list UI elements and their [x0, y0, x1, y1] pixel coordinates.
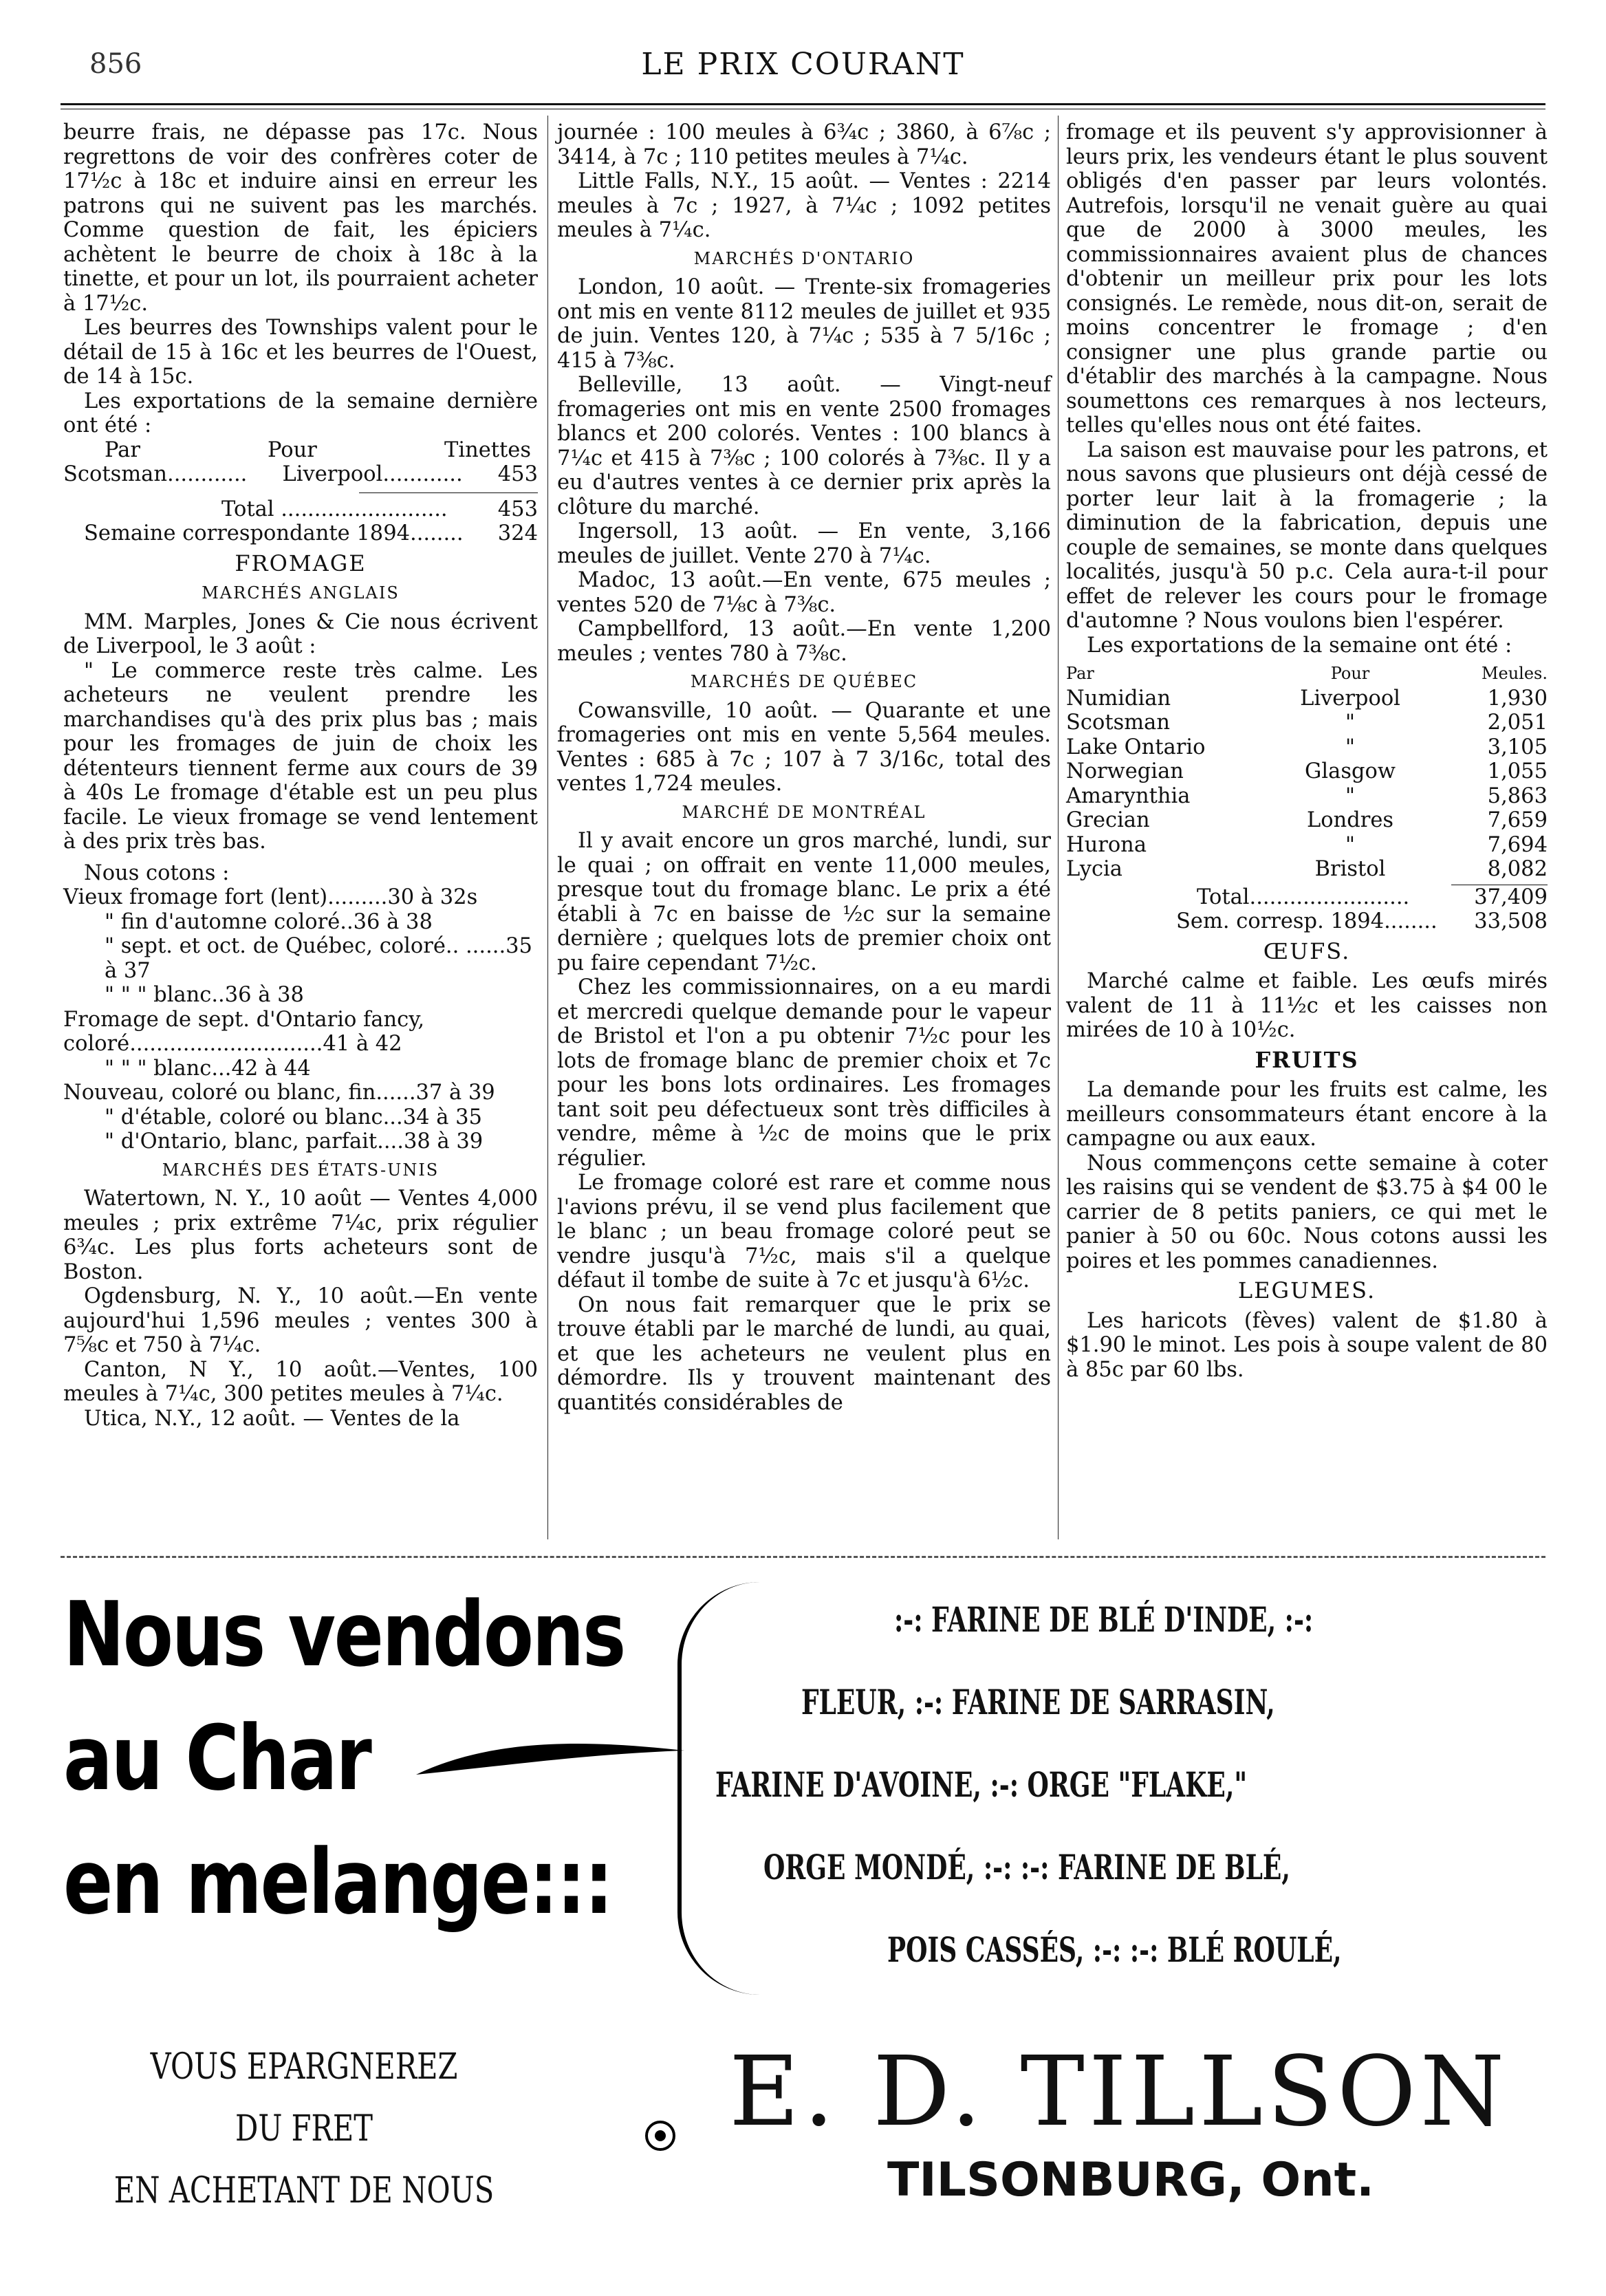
subsection-heading: MARCHÉS D'ONTARIO: [693, 248, 915, 268]
paragraph: Les exportations de la semaine dernière ont été :: [63, 389, 538, 437]
table-row: Lake Ontario " 3,105: [1066, 735, 1548, 759]
paragraph: Les exportations de la semaine ont été :: [1087, 633, 1512, 658]
paragraph: Utica, N.Y., 12 août. — Ventes de la: [84, 1406, 460, 1431]
section-heading: LEGUMES.: [1237, 1277, 1376, 1303]
page-title: LE PRIX COURANT: [641, 47, 965, 82]
paragraph: Watertown, N. Y., 10 août — Ventes 4,000 meules ; prix extrême 7¼c, prix régulier 6¾c. Les plus forts acheteurs sont de Boston.: [63, 1187, 538, 1284]
paragraph: Chez les commissionnaires, on a eu mardi et mercredi quelque demande pour le vapeur de Bristol et l'on a pu obtenir 7½c pour les lots de fromage blanc de premier choix et 7c pour les bons lots ordinaires. Les fromages tant soit peu défectueux sont très difficiles à vendre, même à ½c de moins que le prix régulier.: [557, 975, 1051, 1171]
list-item: Vieux fromage fort (lent).........30 à 32s: [63, 885, 478, 909]
subsection-heading: MARCHÉS DE QUÉBEC: [690, 672, 918, 691]
table-row: Grecian Londres 7,659: [1066, 808, 1548, 832]
paragraph: Madoc, 13 août.—En vente, 675 meules ; ventes 520 de 7⅛c à 7⅜c.: [557, 568, 1051, 617]
list-item: " fin d'automne coloré..36 à 38: [105, 909, 433, 934]
rosette-ornament: [643, 2119, 677, 2153]
column-2: [557, 120, 1051, 1415]
page-number: 856: [89, 48, 142, 80]
list-item: Nouveau, coloré ou blanc, fin......37 à 39: [63, 1081, 495, 1105]
table-header: Par Pour Meules.: [1066, 664, 1548, 683]
paragraph: Nous commençons cette semaine à coter les raisins qui se vendent de $3.75 à $4 00 le carrier de 8 petits paniers, ce qui met le panier à 50 ou 60c. Nous cotons aussi les poires et les pommes canadiennes.: [1066, 1151, 1548, 1273]
paragraph: Les beurres des Townships valent pour le détail de 15 à 16c et les beurres de l'Ouest, de 14 à 15c.: [63, 316, 538, 389]
paragraph: London, 10 août. — Trente-six fromageries ont mis en vente 8112 meules de juillet et 935 de juin. Ventes 120, à 7¼c ; 535 à 7 5/16c ; 415 à 7⅜c.: [557, 275, 1051, 373]
list-item: " " " blanc...42 à 44: [105, 1056, 311, 1081]
paragraph: On nous fait remarquer que le prix se trouve établi par le marché de lundi, au quai, et que les acheteurs ne veulent plus en démordre. Ils y trouvent maintenant des quantités considérables de: [557, 1292, 1051, 1415]
subsection-heading: MARCHÉS DES ÉTATS-UNIS: [162, 1160, 440, 1180]
list-item: " sept. et oct. de Québec, coloré.. ......35 à 37: [105, 934, 532, 983]
product-line: FLEUR, :-: FARINE DE SARRASIN,: [801, 1682, 1275, 1722]
paragraph: " Le commerce reste très calme. Les acheteurs ne veulent prendre les marchandises qu'à des prix plus bas ; mais pour les fromages de juin de choix les détenteurs tiennent ferme aux cours de 39 à 40s Le fromage d'étable est un peu plus facile. Le vieux fromage se vend lentement à des prix très bas.: [63, 658, 538, 854]
header-rule: [61, 103, 1545, 105]
table-row: Norwegian Glasgow 1,055: [1066, 759, 1548, 783]
paragraph: beurre frais, ne dépasse pas 17c. Nous regrettons de voir des confrères coter de 17½c à 18c et induire ainsi en erreur les patrons qui ne suivent pas les marchés. Comme question de fait, les épiciers achètent le beurre de choix à 18c à la tinette, et pour un lot, ils pourraient acheter à 17½c.: [63, 120, 538, 316]
column-divider: [547, 116, 548, 1539]
advertisement-border: [61, 1556, 1545, 1558]
subsection-heading: MARCHÉS ANGLAIS: [202, 583, 400, 603]
paragraph: Il y avait encore un gros marché, lundi, sur le quai ; on offrait en vente 11,000 meules, presque tout du fromage blanc. Le prix a été établi à 7c en baisse de ½c sur la semaine dernière ; quelques lots de premier choix ont pu faire cependant 7½c.: [557, 829, 1051, 975]
paragraph: Marché calme et faible. Les œufs mirés valent de 11 à 11½c et les caisses non mirées de 10 à 10½c.: [1066, 969, 1548, 1042]
paragraph: Cowansville, 10 août. — Quarante et une fromageries ont mis en vente 5,564 meules. Ventes : 685 à 7c ; 107 à 7 3/16c, total des ventes 1,724 meules.: [557, 698, 1051, 796]
product-line: :-: FARINE DE BLÉ D'INDE, :-:: [894, 1599, 1314, 1640]
section-heading: FRUITS: [1255, 1046, 1359, 1073]
total-row: Total........................ 37,409: [1197, 885, 1548, 909]
paragraph: fromage et ils peuvent s'y approvisionner à leurs prix, les vendeurs étant le plus souvent obligés d'en passer par leurs volontés. Autrefois, lorsqu'il ne venait guère au quai que de 2000 à 3000 meules, les commissionnaires avaient plus de chances d'obtenir un meilleur prix pour les lots consignés. Le remède, nous dit-on, serait de moins concentrer le fromage ; d'en consigner une plus grande partie ou d'établir des marchés à la campagne. Nous soumettons ces remarques à nos lecteurs, telles qu'elles nous ont été faites.: [1066, 120, 1548, 437]
table-header: Par Pour Tinettes: [105, 437, 531, 462]
subsection-heading: MARCHÉ DE MONTRÉAL: [682, 802, 926, 822]
paragraph: journée : 100 meules à 6¾c ; 3860, à 6⅞c ; 3414, à 7c ; 110 petites meules à 7¼c.: [557, 120, 1051, 169]
price-list: [63, 885, 538, 1154]
ad-tagline: VOUS EPARGNEREZ: [150, 2046, 458, 2088]
paragraph: Little Falls, N.Y., 15 août. — Ventes : 2214 meules à 7c ; 1927, à 7¼c ; 1092 petites meules à 7¼c.: [557, 169, 1051, 242]
paragraph: Le fromage coloré est rare et comme nous l'avions prévu, il se vend plus facilement que le blanc ; un beau fromage coloré peut se vendre jusqu'à 7½c, mais s'il a quelque défaut il tombe de suite à 7c et jusqu'à 6½c.: [557, 1171, 1051, 1292]
ad-tagline: EN ACHETANT DE NOUS: [113, 2170, 495, 2211]
divider: [359, 492, 538, 493]
table-row: Amarynthia " 5,863: [1066, 783, 1548, 808]
list-item: " d'Ontario, blanc, parfait....38 à 39: [105, 1129, 484, 1154]
product-line: FARINE D'AVOINE, :-: ORGE "FLAKE,": [715, 1764, 1248, 1805]
product-line: ORGE MONDÉ, :-: :-: FARINE DE BLÉ,: [763, 1847, 1290, 1887]
paragraph: Canton, N Y., 10 août.—Ventes, 100 meules à 7¼c, 300 petites meules à 7¼c.: [63, 1357, 538, 1406]
company-name: E. D. TILLSON: [729, 2036, 1509, 2148]
paragraph: MM. Marples, Jones & Cie nous écrivent de Liverpool, le 3 août :: [63, 609, 538, 658]
swash-ornament: [413, 1733, 688, 1788]
column-divider: [1058, 116, 1059, 1539]
ad-headline: en melange:::: [63, 1830, 612, 1934]
ad-tagline: DU FRET: [235, 2108, 373, 2149]
list-item: " " " blanc..36 à 38: [105, 983, 304, 1007]
column-3: [1066, 120, 1548, 1382]
list-item: Fromage de sept. d'Ontario fancy, coloré.............................41 à 42: [63, 1007, 425, 1056]
total-row: Sem. corresp. 1894........ 33,508: [1176, 909, 1548, 933]
paragraph: La demande pour les fruits est calme, les meilleurs consommateurs étant encore à la campagne ou aux eaux.: [1066, 1078, 1548, 1151]
list-item: " d'étable, coloré ou blanc...34 à 35: [105, 1105, 482, 1129]
total-row: Total ......................... 453: [221, 497, 538, 521]
paragraph: Campbellford, 13 août.—En vente 1,200 meules ; ventes 780 à 7⅜c.: [557, 617, 1051, 666]
paragraph: Belleville, 13 août. — Vingt-neuf fromageries ont mis en vente 2500 fromages blancs et 200 colorés. Ventes : 100 blancs à 7¼c et 415 à 7⅜c ; 100 colorés à 7⅜c. Il y a eu d'autres ventes à ce dernier prix après la clôture du marché.: [557, 373, 1051, 519]
table-row: Numidian Liverpool 1,930: [1066, 686, 1548, 711]
total-row: Semaine correspondante 1894........ 324: [84, 521, 538, 545]
table-row: Hurona " 7,694: [1066, 832, 1548, 857]
section-heading: ŒUFS.: [1263, 938, 1351, 964]
paragraph: Les haricots (fèves) valent de $1.80 à $1.90 le minot. Les pois à soupe valent de 80 à 85c par 60 lbs.: [1066, 1308, 1548, 1382]
table-row: Scotsman............ Liverpool............ 453: [63, 462, 538, 486]
ad-headline: au Char: [63, 1706, 371, 1810]
company-location: TILSONBURG, Ont.: [887, 2153, 1374, 2207]
paragraph: Ogdensburg, N. Y., 10 août.—En vente aujourd'hui 1,596 meules ; ventes 300 à 7⅝c et 750 à 7¼c.: [63, 1284, 538, 1357]
column-1: [63, 120, 538, 1431]
paragraph: Ingersoll, 13 août. — En vente, 3,166 meules de juillet. Vente 270 à 7¼c.: [557, 519, 1051, 568]
section-heading: FROMAGE: [235, 550, 367, 576]
paragraph: La saison est mauvaise pour les patrons, et nous savons que plusieurs ont déjà cessé de porter leur lait à la fromagerie ; la diminution de la fabrication, depuis une couple de semaines, se monte dans quelques localités, jusqu'à 50 p.c. Cela aura-t-il pour effet de relever les cours pour le fromage d'automne ? Nous voulons bien l'espérer.: [1066, 437, 1548, 633]
paragraph: Nous cotons :: [84, 860, 230, 885]
product-line: POIS CASSÉS, :-: :-: BLÉ ROULÉ,: [887, 1929, 1342, 1970]
table-row: Scotsman " 2,051: [1066, 711, 1548, 735]
table-row: Lycia Bristol 8,082: [1066, 857, 1548, 881]
ad-headline: Nous vendons: [63, 1582, 625, 1687]
